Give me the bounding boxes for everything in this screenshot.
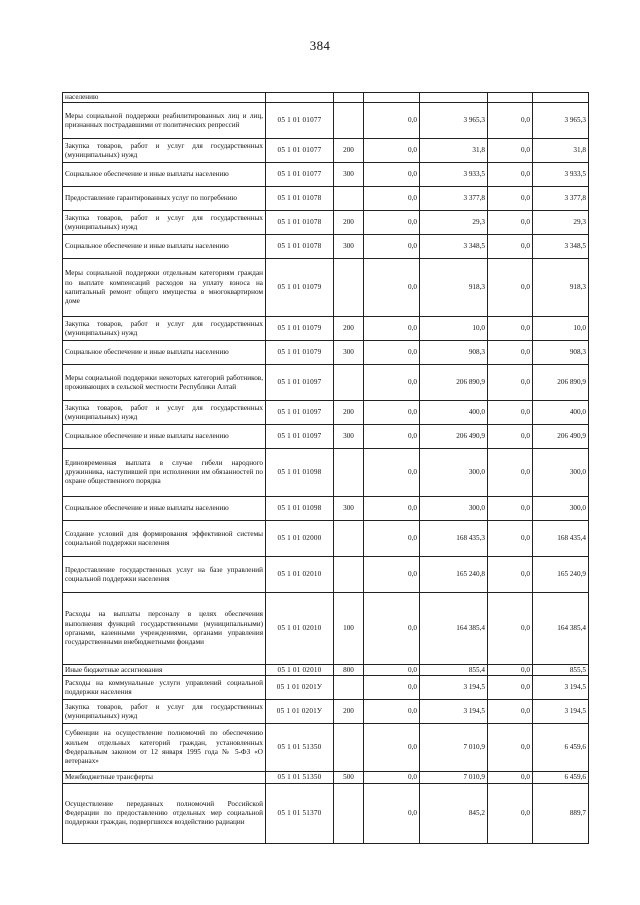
row-amount-1: 0,0 (364, 676, 420, 700)
row-name: Закупка товаров, работ и услуг для государственных (муниципальных) нужд (63, 700, 266, 724)
row-amount-4: 31,8 (533, 139, 589, 163)
row-name: Предоставление государственных услуг на базе управлений социальной поддержки населения (63, 557, 266, 593)
row-type (334, 103, 364, 139)
row-amount-2: 845,2 (420, 784, 488, 844)
row-amount-4: 206 890,9 (533, 365, 589, 401)
row-amount-1: 0,0 (364, 211, 420, 235)
row-type (334, 187, 364, 211)
row-amount-3: 0,0 (488, 676, 533, 700)
table-row (63, 211, 589, 235)
row-type (334, 676, 364, 700)
row-amount-1: 0,0 (364, 365, 420, 401)
row-amount-1: 0,0 (364, 235, 420, 259)
row-amount-4: 10,0 (533, 317, 589, 341)
row-amount-4: 168 435,4 (533, 521, 589, 557)
row-code: 05 1 01 02010 (266, 665, 334, 676)
row-amount-2: 7 010,9 (420, 724, 488, 772)
row-type (334, 93, 364, 103)
row-type: 200 (334, 139, 364, 163)
row-amount-4: 3 965,3 (533, 103, 589, 139)
row-amount-2: 3 194,5 (420, 700, 488, 724)
row-amount-4: 3 194,5 (533, 700, 589, 724)
row-type: 100 (334, 593, 364, 665)
row-name: Социальное обеспечение и иные выплаты населению (63, 497, 266, 521)
row-code: 05 1 01 01078 (266, 187, 334, 211)
row-type: 300 (334, 235, 364, 259)
row-amount-1: 0,0 (364, 103, 420, 139)
row-amount-4: 300,0 (533, 449, 589, 497)
row-amount-2: 206 890,9 (420, 365, 488, 401)
table-row (63, 772, 589, 784)
row-amount-1: 0,0 (364, 557, 420, 593)
row-type (334, 449, 364, 497)
row-code: 05 1 01 01097 (266, 401, 334, 425)
row-code: 05 1 01 51370 (266, 784, 334, 844)
row-amount-1: 0,0 (364, 772, 420, 784)
table-row (63, 700, 589, 724)
row-name: Расходы на коммунальные услуги управлений социальной поддержки населения (63, 676, 266, 700)
row-amount-3 (488, 93, 533, 103)
row-type: 300 (334, 497, 364, 521)
row-amount-3: 0,0 (488, 497, 533, 521)
row-type (334, 784, 364, 844)
row-amount-3: 0,0 (488, 259, 533, 317)
row-amount-4 (533, 93, 589, 103)
row-name: Межбюджетные трансферты (63, 772, 266, 784)
row-code: 05 1 01 01077 (266, 163, 334, 187)
row-amount-1: 0,0 (364, 317, 420, 341)
row-name: Социальное обеспечение и иные выплаты населению (63, 163, 266, 187)
row-amount-1: 0,0 (364, 724, 420, 772)
table-row (63, 93, 589, 103)
row-code: 05 1 01 51350 (266, 724, 334, 772)
row-name: Иные бюджетные ассигнования (63, 665, 266, 676)
row-amount-2: 10,0 (420, 317, 488, 341)
row-name: Социальное обеспечение и иные выплаты населению (63, 235, 266, 259)
row-name: Закупка товаров, работ и услуг для государственных (муниципальных) нужд (63, 139, 266, 163)
row-amount-2: 3 348,5 (420, 235, 488, 259)
row-code: 05 1 01 01079 (266, 341, 334, 365)
row-amount-2: 300,0 (420, 449, 488, 497)
row-amount-1: 0,0 (364, 665, 420, 676)
row-amount-2: 165 240,8 (420, 557, 488, 593)
table-row (63, 724, 589, 772)
table-row (63, 784, 589, 844)
row-amount-1: 0,0 (364, 163, 420, 187)
row-code (266, 93, 334, 103)
row-code: 05 1 01 0201У (266, 676, 334, 700)
table-row (63, 665, 589, 676)
row-type: 300 (334, 425, 364, 449)
row-code: 05 1 01 01077 (266, 103, 334, 139)
row-amount-4: 164 385,4 (533, 593, 589, 665)
row-amount-3: 0,0 (488, 772, 533, 784)
row-amount-4: 400,0 (533, 401, 589, 425)
row-type: 300 (334, 163, 364, 187)
row-amount-2: 29,3 (420, 211, 488, 235)
row-name: населению (63, 93, 266, 103)
page-number: 384 (309, 38, 331, 53)
row-amount-2: 908,3 (420, 341, 488, 365)
row-amount-3: 0,0 (488, 593, 533, 665)
row-amount-4: 3 933,5 (533, 163, 589, 187)
row-amount-3: 0,0 (488, 425, 533, 449)
row-amount-3: 0,0 (488, 235, 533, 259)
row-name: Социальное обеспечение и иные выплаты населению (63, 341, 266, 365)
table-row (63, 341, 589, 365)
row-amount-2: 400,0 (420, 401, 488, 425)
budget-table (62, 92, 589, 844)
row-code: 05 1 01 01078 (266, 211, 334, 235)
row-code: 05 1 01 01098 (266, 497, 334, 521)
row-type: 200 (334, 317, 364, 341)
row-type (334, 724, 364, 772)
row-type (334, 557, 364, 593)
row-name: Социальное обеспечение и иные выплаты населению (63, 425, 266, 449)
row-name: Меры социальной поддержки некоторых категорий работников, проживающих в сельской местности Республики Алтай (63, 365, 266, 401)
row-name: Расходы на выплаты персоналу в целях обеспечения выполнения функций государственными (муниципальными) органами, казенными учреждениями, органами управления государственными внебюджетными фондами (63, 593, 266, 665)
row-amount-2: 3 933,5 (420, 163, 488, 187)
row-amount-4: 3 194,5 (533, 676, 589, 700)
row-amount-3: 0,0 (488, 700, 533, 724)
row-amount-2: 164 385,4 (420, 593, 488, 665)
row-amount-3: 0,0 (488, 103, 533, 139)
row-amount-3: 0,0 (488, 211, 533, 235)
table-row (63, 139, 589, 163)
row-amount-3: 0,0 (488, 317, 533, 341)
row-name: Закупка товаров, работ и услуг для государственных (муниципальных) нужд (63, 211, 266, 235)
row-code: 05 1 01 0201У (266, 700, 334, 724)
row-amount-1: 0,0 (364, 521, 420, 557)
row-amount-3: 0,0 (488, 449, 533, 497)
table-row (63, 557, 589, 593)
row-code: 05 1 01 02010 (266, 593, 334, 665)
row-amount-3: 0,0 (488, 341, 533, 365)
row-amount-3: 0,0 (488, 139, 533, 163)
row-amount-1: 0,0 (364, 401, 420, 425)
row-amount-2: 3 965,3 (420, 103, 488, 139)
row-amount-2 (420, 93, 488, 103)
row-amount-4: 6 459,6 (533, 724, 589, 772)
row-amount-3: 0,0 (488, 163, 533, 187)
row-amount-2: 31,8 (420, 139, 488, 163)
row-type: 200 (334, 700, 364, 724)
table-row (63, 235, 589, 259)
table-row (63, 425, 589, 449)
row-amount-2: 855,4 (420, 665, 488, 676)
row-type: 200 (334, 211, 364, 235)
row-amount-4: 29,3 (533, 211, 589, 235)
row-amount-4: 908,3 (533, 341, 589, 365)
row-code: 05 1 01 02000 (266, 521, 334, 557)
table-row (63, 497, 589, 521)
row-amount-4: 889,7 (533, 784, 589, 844)
row-code: 05 1 01 01097 (266, 365, 334, 401)
row-amount-1: 0,0 (364, 497, 420, 521)
row-amount-2: 206 490,9 (420, 425, 488, 449)
row-code: 05 1 01 51350 (266, 772, 334, 784)
table-row (63, 593, 589, 665)
row-amount-3: 0,0 (488, 724, 533, 772)
row-type (334, 521, 364, 557)
row-amount-1: 0,0 (364, 187, 420, 211)
row-name: Закупка товаров, работ и услуг для государственных (муниципальных) нужд (63, 317, 266, 341)
row-amount-1: 0,0 (364, 259, 420, 317)
row-code: 05 1 01 01097 (266, 425, 334, 449)
table-row (63, 103, 589, 139)
row-name: Субвенции на осуществление полномочий по обеспечению жильем отдельных категорий граждан, установленных Федеральным законом от 12 января 1995 года № 5-ФЗ «О ветеранах» (63, 724, 266, 772)
row-amount-1: 0,0 (364, 593, 420, 665)
table-row (63, 676, 589, 700)
row-amount-4: 918,3 (533, 259, 589, 317)
row-amount-1: 0,0 (364, 139, 420, 163)
row-amount-4: 165 240,9 (533, 557, 589, 593)
row-amount-1: 0,0 (364, 425, 420, 449)
row-amount-4: 3 377,8 (533, 187, 589, 211)
row-amount-3: 0,0 (488, 365, 533, 401)
row-type: 800 (334, 665, 364, 676)
row-code: 05 1 01 01077 (266, 139, 334, 163)
row-amount-2: 300,0 (420, 497, 488, 521)
budget-table-body (63, 93, 589, 844)
row-type (334, 259, 364, 317)
row-amount-4: 206 490,9 (533, 425, 589, 449)
row-amount-2: 918,3 (420, 259, 488, 317)
row-amount-2: 3 377,8 (420, 187, 488, 211)
row-code: 05 1 01 02010 (266, 557, 334, 593)
row-amount-4: 300,0 (533, 497, 589, 521)
row-amount-4: 6 459,6 (533, 772, 589, 784)
row-amount-2: 3 194,5 (420, 676, 488, 700)
row-amount-3: 0,0 (488, 784, 533, 844)
table-row (63, 449, 589, 497)
row-code: 05 1 01 01078 (266, 235, 334, 259)
table-row (63, 317, 589, 341)
table-row (63, 521, 589, 557)
row-name: Меры социальной поддержки отдельным категориям граждан по выплате компенсаций расходов на уплату взноса на капитальный ремонт общего имущества в многоквартирном доме (63, 259, 266, 317)
row-amount-1: 0,0 (364, 341, 420, 365)
row-name: Осуществление переданных полномочий Российской Федерации по предоставлению отдельных мер социальной поддержки граждан, подвергшихся воздействию радиации (63, 784, 266, 844)
row-amount-1: 0,0 (364, 784, 420, 844)
row-type: 500 (334, 772, 364, 784)
row-amount-1 (364, 93, 420, 103)
row-amount-3: 0,0 (488, 557, 533, 593)
row-amount-3: 0,0 (488, 521, 533, 557)
row-amount-2: 7 010,9 (420, 772, 488, 784)
row-name: Меры социальной поддержки реабилитированных лиц и лиц, признанных пострадавшими от политических репрессий (63, 103, 266, 139)
table-row (63, 401, 589, 425)
row-name: Закупка товаров, работ и услуг для государственных (муниципальных) нужд (63, 401, 266, 425)
table-row (63, 163, 589, 187)
row-amount-1: 0,0 (364, 700, 420, 724)
row-name: Предоставление гарантированных услуг по погребению (63, 187, 266, 211)
row-amount-3: 0,0 (488, 401, 533, 425)
row-type: 300 (334, 341, 364, 365)
row-code: 05 1 01 01079 (266, 259, 334, 317)
row-amount-4: 3 348,5 (533, 235, 589, 259)
row-name: Создание условий для формирования эффективной системы социальной поддержки населения (63, 521, 266, 557)
row-code: 05 1 01 01098 (266, 449, 334, 497)
row-type: 200 (334, 401, 364, 425)
row-amount-2: 168 435,3 (420, 521, 488, 557)
row-name: Единовременная выплата в случае гибели народного дружинника, наступившей при исполнении им обязанностей по охране общественного порядка (63, 449, 266, 497)
row-type (334, 365, 364, 401)
row-code: 05 1 01 01079 (266, 317, 334, 341)
row-amount-3: 0,0 (488, 665, 533, 676)
row-amount-3: 0,0 (488, 187, 533, 211)
table-row (63, 187, 589, 211)
table-row (63, 259, 589, 317)
row-amount-4: 855,5 (533, 665, 589, 676)
table-row (63, 365, 589, 401)
row-amount-1: 0,0 (364, 449, 420, 497)
